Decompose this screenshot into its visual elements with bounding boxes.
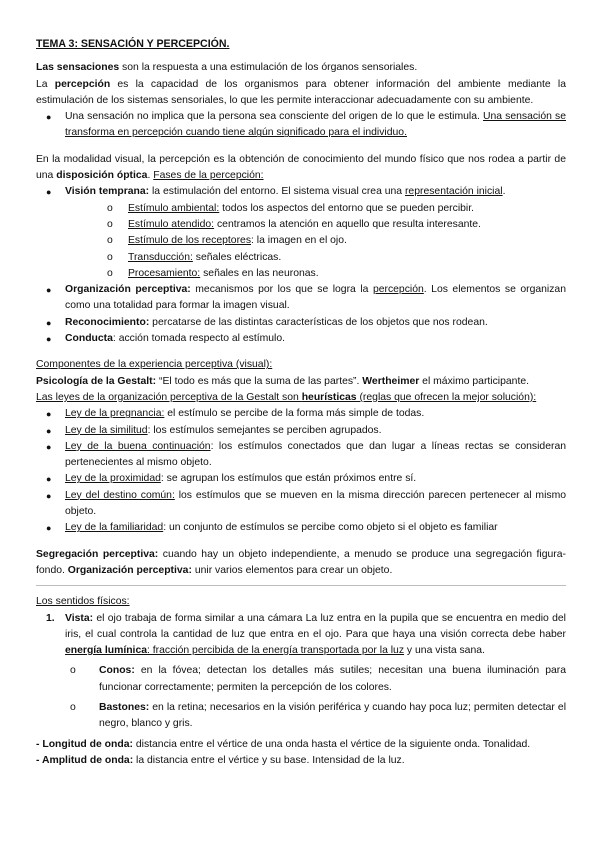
- list-item: o Transducción: señales eléctricas.: [65, 250, 566, 266]
- fases-list: [36, 184, 566, 347]
- segregacion-paragraph: Segregación perceptiva: cuando hay un objeto independiente, a menudo se produce una segregación figura-fondo. Organización perceptiva: unir varios elementos para crear un objeto.: [36, 548, 566, 576]
- list-item: ● Visión temprana: la estimulación del entorno. El sistema visual crea una representación inicial. o Estímulo ambiental: todos los aspectos del entorno que se pueden percibir. o Estímulo atendido: centramos la atención en aquello que resulta interesante. o Estímulo de los receptores: la imagen en el ojo. o Transducción: señales eléctricas. o Procesamiento: señales en las neuronas.: [36, 184, 566, 282]
- list-item: o Estímulo de los receptores: la imagen en el ojo.: [65, 233, 566, 249]
- page-title: TEMA 3: SENSACIÓN Y PERCEPCIÓN.: [36, 38, 230, 50]
- list-item: o Estímulo ambiental: todos los aspectos del entorno que se pueden percibir.: [65, 201, 566, 217]
- amplitud-onda: - Amplitud de onda: la distancia entre el vértice y su base. Intensidad de la luz.: [36, 754, 405, 766]
- sentidos-list: [36, 611, 566, 660]
- list-item: o Bastones: en la retina; necesarios en la visión periférica y cuando hay poca luz; permiten detectar el negro, blanco y gris.: [36, 700, 566, 733]
- list-item: ● Ley de la buena continuación: los estímulos conectados que dan lugar a líneas rectas se consideran pertenecientes al mismo objeto.: [36, 439, 566, 472]
- percepcion-definition: La percepción es la capacidad de los organismos para obtener información del ambiente mediante la estimulación de los sistemas sensoriales, lo que les permite interaccionar adecuadamente con su ambiente.: [36, 78, 566, 106]
- list-item: 1. Vista: el ojo trabaja de forma similar a una cámara La luz entra en la pupila que se encuentra en medio del iris, el cual controla la cantidad de luz que entra en el ojo. Para que haya una visión correcta debe haber energía lumínica: fracción percibida de la energía transportada por la luz y una vista sana.: [46, 612, 566, 657]
- sentidos-heading: Los sentidos físicos:: [36, 596, 130, 608]
- list-item: o Estímulo atendido: centramos la atención en aquello que resulta interesante.: [65, 217, 566, 233]
- list-item: o Procesamiento: señales en las neuronas.: [65, 266, 566, 282]
- list-item: ● Ley de la proximidad: se agrupan los estímulos que están próximos entre sí.: [36, 471, 566, 487]
- list-item: o Conos: en la fóvea; detectan los detalles más sutiles; necesitan una buena iluminación para funcionar correctamente; permiten la percepción de los colores.: [36, 663, 566, 696]
- componentes-heading: Componentes de la experiencia perceptiva (visual):: [36, 359, 273, 371]
- intro-bullets: [36, 109, 566, 142]
- list-item: ● Una sensación no implica que la persona sea consciente del origen de lo que le estimula. Una sensación se transforma en percepción cuando tiene algún significado para el individuo.: [36, 109, 566, 142]
- sensaciones-definition: Las sensaciones son la respuesta a una estimulación de los órganos sensoriales.: [36, 62, 418, 74]
- list-item: ● Reconocimiento: percatarse de las distintas características de los objetos que nos rodean.: [36, 315, 566, 331]
- list-item: ● Ley de la familiaridad: un conjunto de estímulos se percibe como objeto si el objeto es familiar: [36, 520, 566, 536]
- document-page: [36, 28, 566, 769]
- list-item: ● Ley de la similitud: los estímulos semejantes se perciben agrupados.: [36, 423, 566, 439]
- list-item: ● Ley de la pregnancia: el estímulo se percibe de la forma más simple de todas.: [36, 406, 566, 422]
- fases-heading: Fases de la percepción:: [153, 170, 264, 182]
- longitud-onda: - Longitud de onda: distancia entre el vértice de una onda hasta el vértice de la siguiente onda. Tonalidad.: [36, 738, 531, 750]
- gestalt-laws-intro: Las leyes de la organización perceptiva de la Gestalt son heurísticas (reglas que ofrecen la mejor solución):: [36, 391, 537, 403]
- gestalt-laws-list: [36, 406, 566, 536]
- visual-modality-paragraph: En la modalidad visual, la percepción es la obtención de conocimiento del mundo físico que nos rodea a partir de una disposición óptica. Fases de la percepción:: [36, 153, 566, 182]
- section-divider: [36, 585, 566, 586]
- list-item: ● Organización perceptiva: mecanismos por los que se logra la percepción. Los elementos se organizan como una totalidad para formar la imagen visual.: [36, 282, 566, 315]
- list-item: ● Ley del destino común: los estímulos que se mueven en la misma dirección parecen pertenecer al mismo objeto.: [36, 488, 566, 521]
- vision-temprana-sublist: [65, 201, 566, 282]
- list-item: ● Conducta: acción tomada respecto al estímulo.: [36, 331, 566, 347]
- vista-sublist: [36, 663, 566, 732]
- gestalt-paragraph: Psicología de la Gestalt: “El todo es más que la suma de las partes”. Wertheimer el máximo participante.: [36, 375, 530, 387]
